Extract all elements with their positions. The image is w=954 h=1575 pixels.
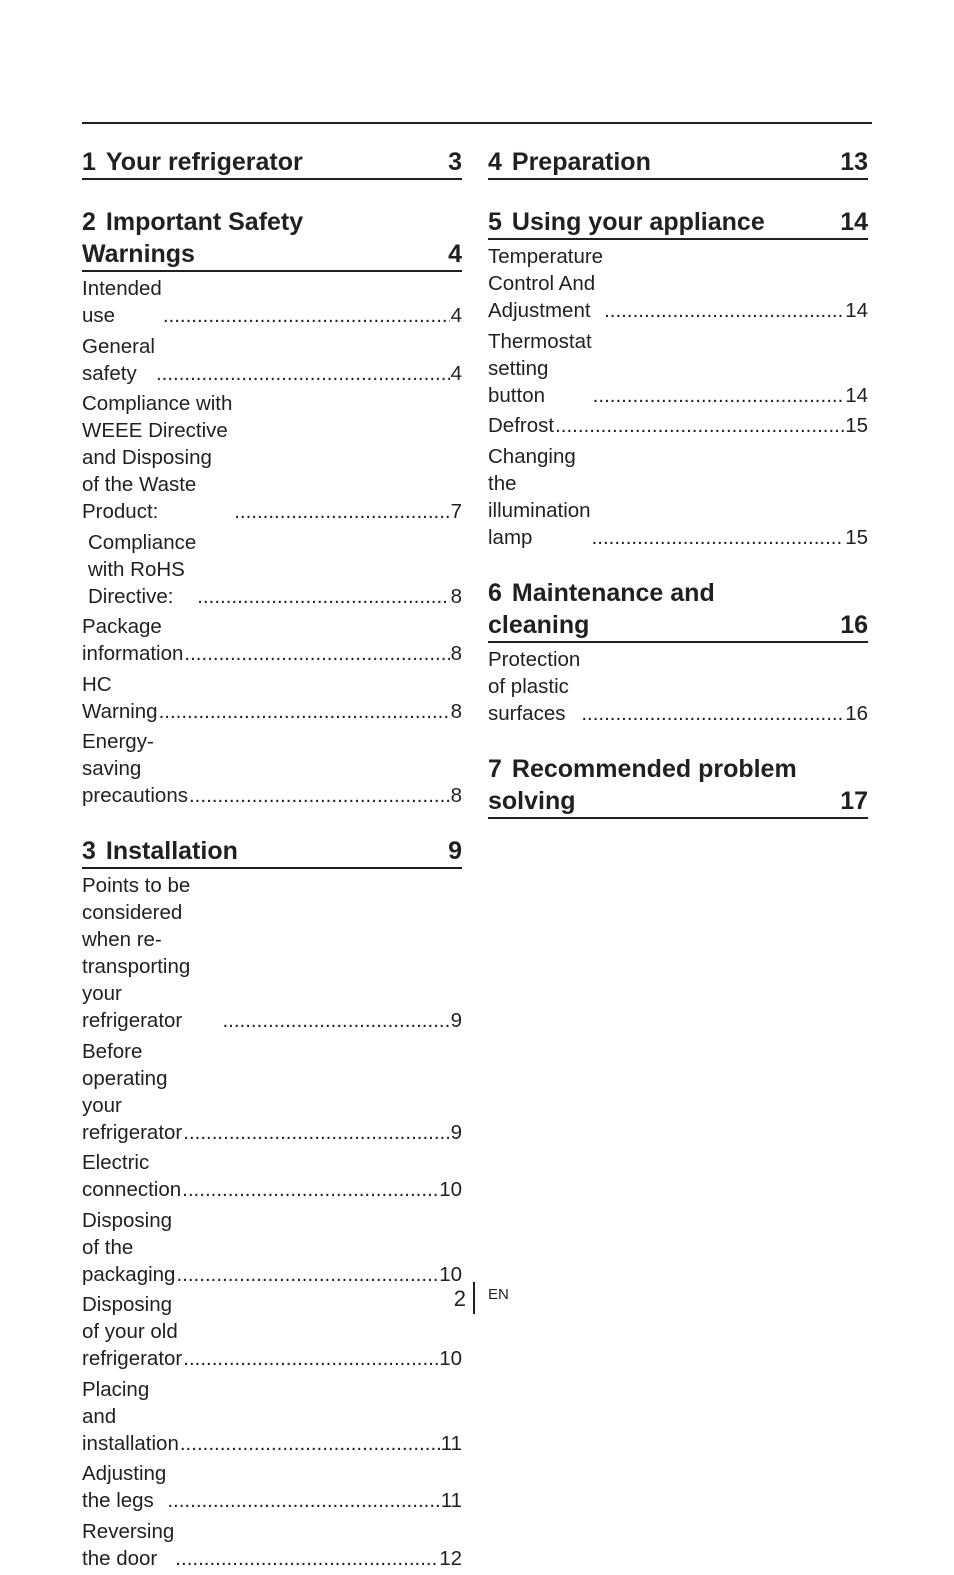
entry-title: Disposing of your old refrigerator: [82, 1293, 183, 1370]
section-heading[interactable]: [82, 206, 462, 272]
entry-page: 7: [450, 500, 462, 523]
toc-entry[interactable]: [488, 328, 868, 409]
section-number: 4: [488, 148, 502, 176]
section-heading[interactable]: [488, 206, 868, 240]
toc-entry[interactable]: [82, 1038, 462, 1146]
dot-leader: [159, 698, 450, 725]
section-entries: [488, 243, 868, 551]
toc-entry[interactable]: [82, 333, 462, 387]
entry-page: 9: [450, 1009, 462, 1032]
entry-page: 14: [845, 299, 868, 322]
section-heading[interactable]: [488, 146, 868, 180]
section-title: Your refrigerator: [105, 148, 303, 176]
dot-leader: [604, 297, 844, 324]
toc-entry[interactable]: [488, 243, 868, 324]
section-entries: [82, 872, 462, 1572]
dot-leader: [234, 498, 449, 525]
section-heading[interactable]: [488, 753, 868, 819]
dot-leader: [183, 1119, 449, 1146]
section-title: Recommended problem solving: [488, 754, 797, 815]
section-number: 1: [82, 148, 96, 176]
entry-title: General safety: [82, 334, 155, 385]
entry-title: HC Warning: [82, 672, 158, 723]
entry-page: 8: [450, 784, 462, 807]
entry-page: 8: [450, 699, 462, 723]
entry-page: 10: [439, 1178, 462, 1201]
dot-leader: [163, 302, 450, 329]
entry-page: 8: [450, 584, 462, 608]
dot-leader: [555, 412, 844, 439]
entry-title: Defrost: [488, 414, 555, 437]
toc-entry[interactable]: [488, 443, 868, 551]
footer-divider: [473, 1282, 475, 1314]
entry-title: Changing the illumination lamp: [488, 444, 591, 549]
entry-title: Thermostat setting button: [488, 329, 592, 407]
entry-title: Disposing of the packaging: [82, 1208, 176, 1286]
top-rule: [82, 122, 872, 124]
toc-entry[interactable]: [82, 872, 462, 1034]
dot-leader: [183, 1345, 438, 1372]
section-number: 2: [82, 208, 96, 236]
entry-title: Temperature Control And Adjustment: [488, 245, 604, 322]
toc-section: [82, 206, 462, 809]
toc-entry[interactable]: [82, 728, 462, 809]
toc-entry[interactable]: [82, 390, 462, 525]
toc-section: [488, 146, 868, 180]
dot-leader: [156, 360, 450, 387]
section-entries: [488, 646, 868, 727]
section-page: 16: [840, 610, 868, 639]
entry-page: 4: [450, 304, 462, 327]
section-page: 17: [840, 786, 868, 815]
toc-entry[interactable]: [82, 1460, 462, 1514]
toc-entry[interactable]: [82, 275, 462, 329]
entry-title: Compliance with RoHS Directive:: [88, 530, 197, 608]
entry-page: 14: [845, 383, 868, 407]
dot-leader: [222, 1007, 449, 1034]
toc-section: [82, 835, 462, 1572]
section-page: 9: [448, 837, 462, 865]
entry-title: Reversing the door: [82, 1519, 175, 1570]
entry-title: Electric connection: [82, 1151, 182, 1201]
toc-column-right: [488, 146, 868, 819]
section-number: 7: [488, 754, 502, 783]
section-number: 3: [82, 837, 96, 865]
page-footer: [0, 1282, 954, 1316]
entry-page: 4: [450, 361, 462, 385]
section-page: 13: [840, 148, 868, 176]
section-page: 14: [840, 208, 868, 236]
toc-section: [488, 753, 868, 819]
entry-page: 11: [440, 1489, 462, 1512]
toc-column-left: [82, 146, 462, 1575]
toc-entry[interactable]: [82, 1149, 462, 1203]
entry-title: Intended use: [82, 277, 162, 327]
entry-title: Energy-saving precautions: [82, 730, 188, 807]
toc-entry[interactable]: [82, 1518, 462, 1572]
dot-leader: [593, 382, 845, 409]
entry-title: Compliance with WEEE Directive and Disposing of the Waste Product:: [82, 392, 233, 523]
toc-entry[interactable]: [82, 671, 462, 725]
entry-title: Before operating your refrigerator: [82, 1039, 183, 1144]
section-page: 4: [448, 240, 462, 268]
section-title: Installation: [105, 837, 238, 865]
entry-title: Placing and installation: [82, 1377, 179, 1455]
toc-section: [488, 206, 868, 551]
entry-page: 15: [845, 525, 868, 549]
entry-page: 10: [439, 1347, 462, 1370]
section-heading[interactable]: [488, 577, 868, 643]
toc-entry[interactable]: [82, 1376, 462, 1457]
entry-title: Adjusting the legs: [82, 1462, 167, 1512]
section-heading[interactable]: [82, 146, 462, 180]
entry-page: 12: [439, 1546, 462, 1570]
dot-leader: [167, 1487, 439, 1514]
section-entries: [82, 275, 462, 809]
section-number: 5: [488, 208, 502, 236]
toc-section: [82, 146, 462, 180]
entry-page: 9: [450, 1120, 462, 1144]
dot-leader: [189, 782, 450, 809]
toc-section: [488, 577, 868, 727]
entry-title: Package information: [82, 615, 184, 665]
section-heading[interactable]: [82, 835, 462, 869]
section-number: 6: [488, 578, 502, 607]
entry-page: 11: [440, 1431, 462, 1455]
toc-entry[interactable]: [82, 613, 462, 667]
toc-entry[interactable]: [488, 646, 868, 727]
dot-leader: [182, 1176, 438, 1203]
entry-page: 8: [450, 642, 462, 665]
dot-leader: [592, 524, 845, 551]
language-code: EN: [488, 1286, 509, 1303]
section-title: Using your appliance: [511, 208, 765, 236]
toc-entry[interactable]: [488, 412, 868, 439]
toc-entry[interactable]: [82, 1207, 462, 1288]
section-page: 3: [448, 148, 462, 176]
dot-leader: [184, 640, 449, 667]
page-number: 2: [453, 1286, 466, 1311]
section-title: Preparation: [511, 148, 651, 176]
toc-entry[interactable]: [82, 529, 462, 610]
dot-leader: [180, 1430, 440, 1457]
dot-leader: [175, 1545, 438, 1572]
entry-page: 16: [845, 701, 868, 725]
entry-page: 15: [845, 414, 868, 437]
section-title: Important Safety Warnings: [82, 208, 304, 268]
entry-page: 10: [439, 1262, 462, 1286]
dot-leader: [581, 700, 844, 727]
entry-title: Protection of plastic surfaces: [488, 647, 581, 725]
dot-leader: [197, 583, 449, 610]
section-title: Maintenance and cleaning: [488, 578, 715, 639]
entry-title: Points to be considered when re-transporting your refrigerator: [82, 874, 191, 1032]
